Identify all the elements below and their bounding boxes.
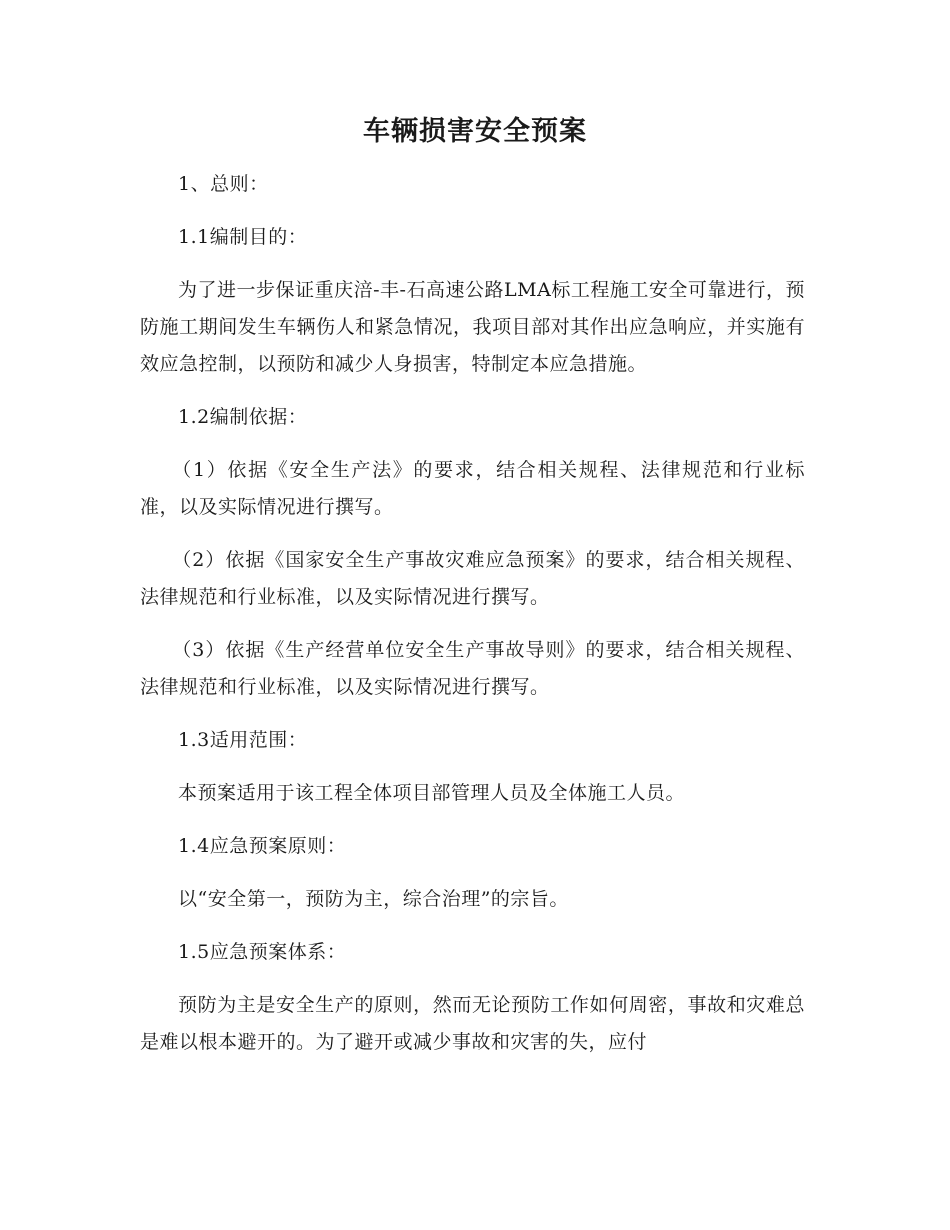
paragraph-purpose: 为了进一步保证重庆涪-丰-石高速公路LMA标工程施工安全可靠进行，预防施工期间发生车辆伤人和紧急情况，我项目部对其作出应急响应，并实施有效应急控制，以预防和减少人身损害，特制定本应急措施。: [140, 279, 805, 375]
section-heading-basis: 1.2编制依据：: [178, 406, 308, 428]
document-body: [140, 166, 805, 1077]
paragraph-system: 预防为主是安全生产的原则，然而无论预防工作如何周密，事故和灾难总是难以根本避开的。为了避开或减少事故和灾害的失，应付: [140, 994, 805, 1053]
section-heading-principle: 1.4应急预案原则：: [178, 835, 347, 857]
section-heading-scope: 1.3适用范围：: [178, 729, 308, 751]
section-heading-purpose: 1.1编制目的：: [178, 226, 308, 248]
section-heading-general: 1、总则：: [178, 173, 269, 195]
paragraph-scope: 本预案适用于该工程全体项目部管理人员及全体施工人员。: [178, 782, 686, 804]
section-heading-system: 1.5应急预案体系：: [178, 941, 347, 963]
basis-item-3: （3）依据《生产经营单位安全生产事故导则》的要求，结合相关规程、法律规范和行业标准，以及实际情况进行撰写。: [140, 639, 805, 698]
document-title: 车辆损害安全预案: [363, 116, 587, 147]
paragraph-principle: 以“安全第一，预防为主，综合治理”的宗旨。: [178, 888, 569, 910]
basis-item-2: （2）依据《国家安全生产事故灾难应急预案》的要求，结合相关规程、法律规范和行业标准，以及实际情况进行撰写。: [140, 549, 805, 608]
basis-item-1: （1）依据《安全生产法》的要求，结合相关规程、法律规范和行业标准，以及实际情况进行撰写。: [140, 459, 805, 518]
